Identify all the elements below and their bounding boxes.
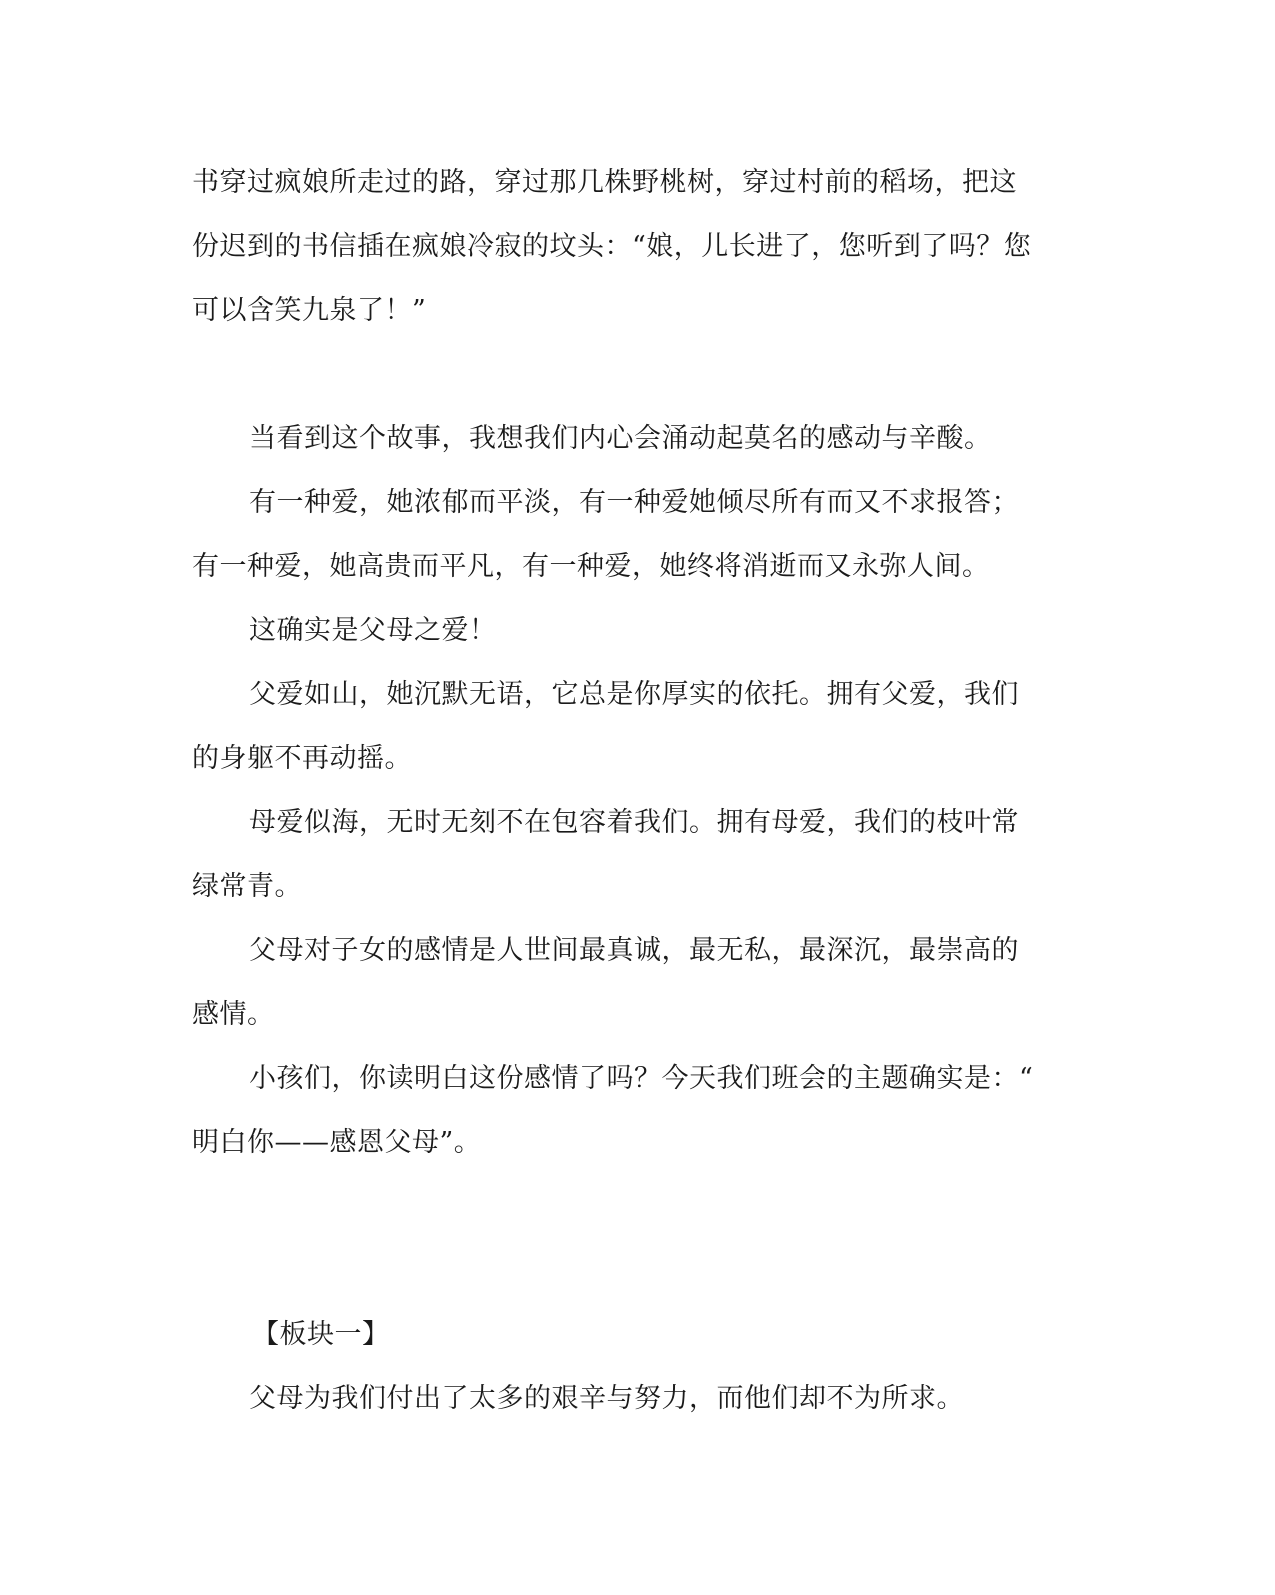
text-line: 有一种爱，她浓郁而平淡，有一种爱她倾尽所有而又不求报答； <box>249 487 1019 518</box>
text-line: 可以含笑九泉了！” <box>192 295 427 326</box>
text-line: 父母对子女的感情是人世间最真诚，最无私，最深沉，最崇高的 <box>249 935 1019 966</box>
section-heading: 【板块一】 <box>252 1319 390 1350</box>
text-line: 感情。 <box>192 999 275 1030</box>
text-line: 这确实是父母之爱！ <box>249 615 497 646</box>
text-line: 有一种爱，她高贵而平凡，有一种爱，她终将消逝而又永弥人间。 <box>192 551 990 582</box>
text-line: 父母为我们付出了太多的艰辛与努力，而他们却不为所求。 <box>249 1383 964 1414</box>
text-line: 绿常青。 <box>192 871 302 902</box>
text-line: 份迟到的书信插在疯娘冷寂的坟头：“娘，儿长进了，您听到了吗？您 <box>192 231 1032 262</box>
text-line: 当看到这个故事，我想我们内心会涌动起莫名的感动与辛酸。 <box>249 423 992 454</box>
text-line: 书穿过疯娘所走过的路，穿过那几株野桃树，穿过村前的稻场，把这 <box>192 167 1017 198</box>
text-line: 小孩们，你读明白这份感情了吗？今天我们班会的主题确实是：“ <box>249 1063 1034 1094</box>
text-line: 母爱似海，无时无刻不在包容着我们。拥有母爱，我们的枝叶常 <box>249 807 1019 838</box>
text-line: 明白你——感恩父母”。 <box>192 1127 482 1158</box>
text-line: 的身躯不再动摇。 <box>192 743 412 774</box>
text-line: 父爱如山，她沉默无语，它总是你厚实的依托。拥有父爱，我们 <box>249 679 1019 710</box>
